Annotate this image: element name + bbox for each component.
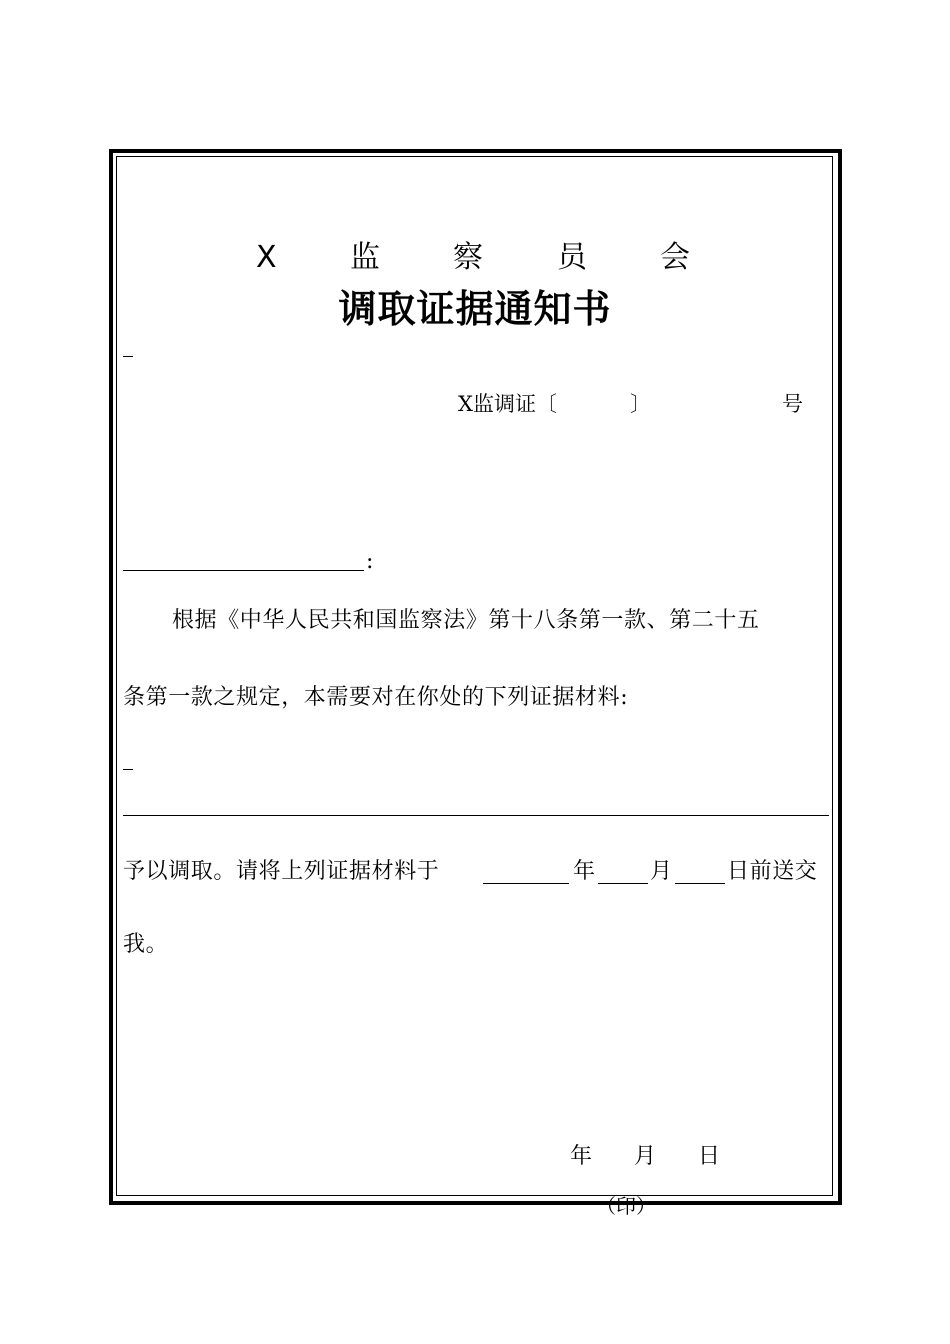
org-title-char-3: 察 [453,240,483,275]
day-blank [675,883,725,884]
footer-year: 年 [570,1144,593,1169]
org-title-char-5: 会 [660,240,690,275]
body-line-3-text: 予以调取。请将上列证据材料于 [123,859,440,884]
body-line-4: 我。 [123,932,169,957]
stray-dash-mark [123,356,133,357]
footer-day: 日 [698,1144,721,1169]
body-line-3-month: 月 [650,859,673,884]
org-title-char-1: X [256,240,277,275]
doc-number-suffix: 号 [782,392,803,416]
body-line-1: 根据《中华人民共和国监察法》第十八条第一款、第二十五 [172,608,760,633]
org-title-char-4: 员 [557,240,587,275]
month-blank [598,883,648,884]
org-title-char-2: 监 [350,240,380,275]
footer-month: 月 [634,1144,657,1169]
stray-dash-mark-2 [123,769,133,770]
body-line-2: 条第一款之规定，本需要对在你处的下列证据材料: [123,685,629,710]
doc-number-bracket-close: 〕 [630,392,651,416]
year-blank [483,883,569,884]
seal-placeholder: （印） [596,1194,656,1218]
recipient-colon: : [366,549,374,574]
body-line-3-day: 日前送交 [727,859,818,884]
evidence-blank-line [123,815,829,816]
recipient-blank-line [123,570,364,571]
body-line-3-year: 年 [573,859,596,884]
doc-number-prefix: X监调证〔 [458,392,557,416]
document-title: 调取证据通知书 [338,287,612,331]
